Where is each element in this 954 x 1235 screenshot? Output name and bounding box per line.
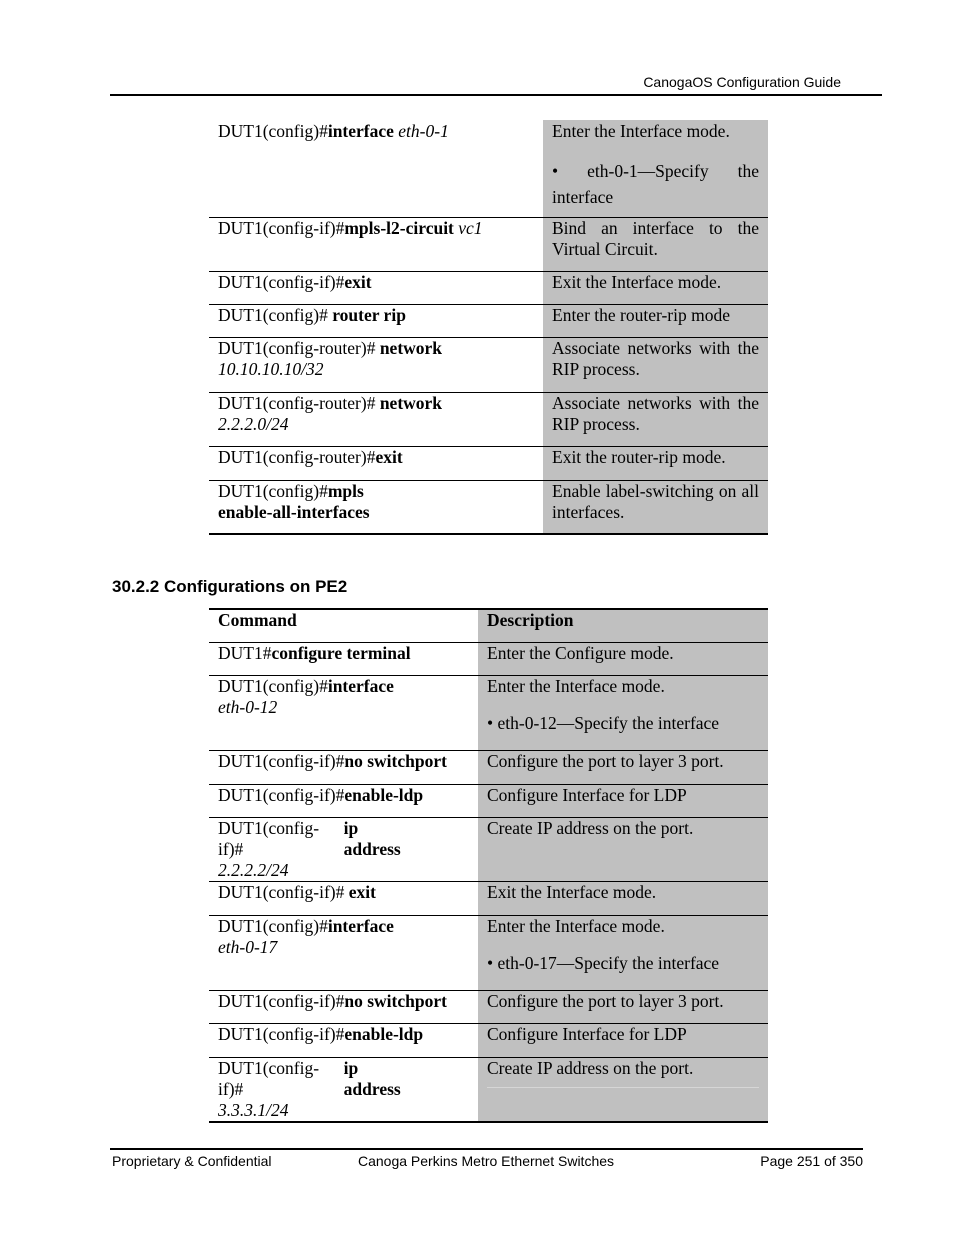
table-row (209, 784, 768, 817)
table-row (209, 337, 768, 392)
table-row (209, 642, 768, 675)
command-cell: DUT1(config-router)#exit (218, 446, 403, 467)
command-table-pe2 (209, 608, 768, 1123)
command-cell: DUT1(config)#interface eth-0-12 (218, 675, 394, 717)
description-cell: Exit the router-rip mode. (543, 446, 768, 480)
footer-center: Canoga Perkins Metro Ethernet Switches (358, 1153, 615, 1169)
table-row (209, 881, 768, 915)
command-cell: DUT1(config-if)#no switchport (218, 750, 447, 771)
description-cell: Enter the router-rip mode (543, 304, 768, 337)
command-cell: DUT1(config-if)#enable-ldp (218, 1023, 424, 1044)
command-cell: DUT1(config-if)#no switchport (218, 990, 447, 1011)
description-cell: Configure Interface for LDP (478, 1023, 768, 1057)
description-cell: Create IP address on the port. (478, 817, 768, 881)
command-cell: DUT1(config-if)#exit (218, 271, 372, 292)
command-cell: DUT1(config)#mpls enable-all-interfaces (218, 480, 370, 522)
table-row (209, 915, 768, 990)
command-cell: DUT1(config)# router rip (218, 304, 406, 325)
command-cell: DUT1(config-if)#mpls-l2-circuit vc1 (218, 217, 483, 238)
command-table-pe1 (209, 120, 768, 535)
command-cell: DUT1(config-if)# ip address 3.3.3.1/24 (218, 1057, 401, 1120)
bullet-item: • eth-0-12—Specify the interface (487, 712, 720, 733)
table-row (209, 120, 768, 217)
description-cell: Associate networks with the RIP process. (543, 337, 768, 392)
description-cell: Create IP address on the port. (478, 1057, 768, 1122)
description-cell: Configure the port to layer 3 port. (478, 990, 768, 1023)
description-cell: Configure Interface for LDP (478, 784, 768, 817)
footer-page-number: Page 251 of 350 (760, 1153, 863, 1169)
description-cell: Enter the Interface mode. • eth-0-1—Specify the interface (543, 120, 768, 217)
description-cell: Exit the Interface mode. (543, 271, 768, 304)
section-heading: 30.2.2 Configurations on PE2 (112, 577, 348, 596)
cell-divider (487, 1087, 759, 1088)
command-cell: DUT1(config-router)# network 2.2.2.0/24 (218, 392, 443, 434)
table-row (209, 271, 768, 304)
command-cell: DUT1(config-if)# ip address 2.2.2.2/24 (218, 817, 401, 880)
command-cell: DUT1#configure terminal (218, 642, 411, 663)
table-row (209, 217, 768, 271)
command-cell: DUT1(config-if)# exit (218, 881, 376, 902)
command-cell: DUT1(config)#interface eth-0-1 (218, 121, 449, 141)
description-cell: Enter the Interface mode. • eth-0-17—Specify the interface (478, 915, 768, 990)
description-cell: Enable label-switching on all interfaces. (543, 480, 768, 534)
table-row (209, 1057, 768, 1122)
table-row (209, 446, 768, 480)
command-cell: DUT1(config-router)# network 10.10.10.10/32 (218, 337, 443, 379)
description-cell: Enter the Configure mode. (478, 642, 768, 675)
description-cell: Associate networks with the RIP process. (543, 392, 768, 446)
footer-rule (110, 1148, 863, 1150)
column-header-description: Description (478, 609, 768, 642)
description-cell: Exit the Interface mode. (478, 881, 768, 915)
description-cell: Bind an interface to the Virtual Circuit. (543, 217, 768, 271)
description-cell: Configure the port to layer 3 port. (478, 750, 768, 784)
table-row (209, 817, 768, 881)
bullet-item: • eth-0-17—Specify the interface (487, 952, 720, 973)
column-header-command: Command (218, 610, 297, 630)
table-row (209, 392, 768, 446)
table-row (209, 990, 768, 1023)
running-header: CanogaOS Configuration Guide (643, 74, 841, 90)
description-cell: Enter the Interface mode. • eth-0-12—Specify the interface (478, 675, 768, 750)
header-rule (110, 94, 882, 96)
table-row (209, 480, 768, 534)
table-row (209, 750, 768, 784)
table-row (209, 675, 768, 750)
command-cell: DUT1(config)#interface eth-0-17 (218, 915, 394, 957)
command-cell: DUT1(config-if)#enable-ldp (218, 784, 424, 805)
table-row (209, 304, 768, 337)
table-header-row (209, 609, 768, 642)
footer-left: Proprietary & Confidential (112, 1153, 272, 1169)
table-row (209, 1023, 768, 1057)
bullet-item: • eth-0-1—Specify the interface (552, 161, 759, 207)
